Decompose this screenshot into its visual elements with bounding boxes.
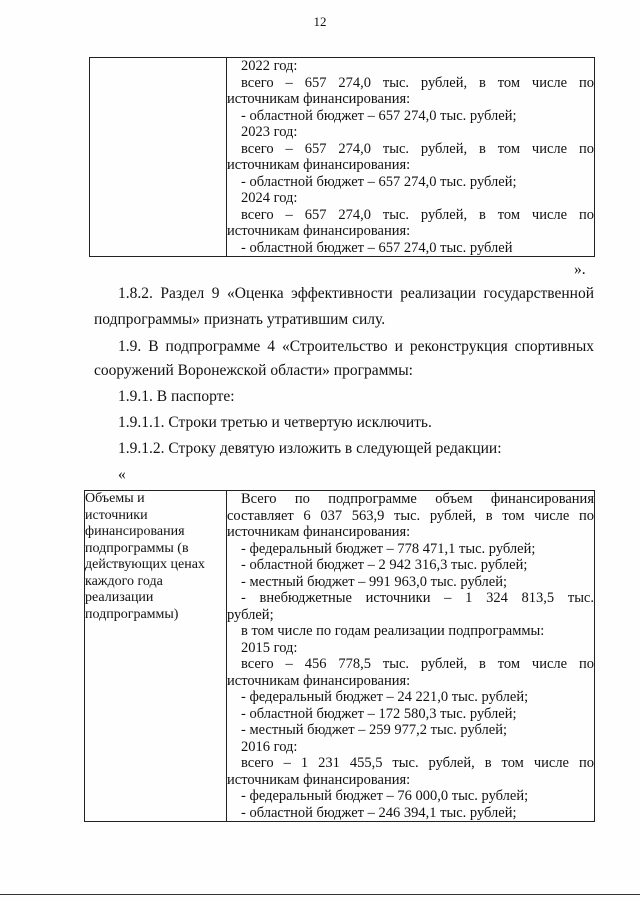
text-line: Всего по подпрограмме объем финансирования: [241, 491, 594, 507]
paragraph-1-9-1-1: 1.9.1.1. Строки третью и четвертую исключить.: [118, 414, 432, 431]
text-line: - областной бюджет – 657 274,0 тыс. рублей;: [241, 107, 517, 124]
opening-quote: «: [118, 466, 126, 483]
text-line: - федеральный бюджет – 76 000,0 тыс. рублей;: [241, 788, 529, 804]
text-line: 2023 год:: [241, 124, 298, 140]
footer-divider: [0, 894, 640, 895]
text-line: источникам финансирования:: [227, 91, 411, 107]
table-cell-financing: [227, 58, 595, 257]
text-line: подпрограммы (в: [85, 540, 189, 556]
text-line: источникам финансирования:: [227, 157, 411, 173]
text-line: рублей;: [227, 606, 274, 623]
paragraph-1-9-1-2: 1.9.1.2. Строку девятую изложить в следующей редакции:: [118, 440, 502, 457]
text-line: источникам финансирования:: [227, 223, 411, 239]
text-line: источники: [85, 507, 148, 523]
text-line: составляет 6 037 563,9 тыс. рублей, в том числе по: [227, 507, 594, 524]
paragraph-1-9-line-1: 1.9. В подпрограмме 4 «Строительство и реконструкция спортивных: [118, 338, 594, 355]
text-line: финансирования: [85, 524, 185, 539]
text-line: всего – 456 778,5 тыс. рублей, в том числе по: [241, 656, 594, 672]
text-line: каждого года: [85, 573, 163, 589]
text-line: Объемы и: [85, 491, 145, 506]
paragraph-1-8-2-line-1: 1.8.2. Раздел 9 «Оценка эффективности реализации государственной: [118, 285, 594, 302]
page-number: 12: [313, 14, 327, 29]
paragraph-1-9-line-2: сооружений Воронежской области» программы:: [94, 362, 413, 379]
text-line: - областной бюджет – 172 580,3 тыс. рублей;: [241, 705, 517, 722]
paragraph-1-9-1: 1.9.1. В паспорте:: [118, 388, 235, 405]
text-line: источникам финансирования:: [227, 524, 411, 540]
text-line: 2016 год:: [241, 738, 298, 755]
text-line: всего – 657 274,0 тыс. рублей, в том числе по: [241, 206, 594, 223]
text-line: - местный бюджет – 259 977,2 тыс. рублей;: [241, 722, 508, 738]
table-row: [85, 491, 595, 822]
text-line: - областной бюджет – 246 394,1 тыс. рублей;: [241, 804, 517, 821]
text-line: 2015 год:: [241, 639, 298, 656]
text-line: - федеральный бюджет – 24 221,0 тыс. рублей;: [241, 689, 529, 705]
text-line: 2022 год:: [241, 58, 298, 74]
table-row: [90, 58, 595, 257]
text-line: источникам финансирования:: [227, 771, 411, 788]
table-subprogram-financing: [84, 490, 595, 822]
text-line: источникам финансирования:: [227, 672, 411, 689]
text-line: всего – 1 231 455,5 тыс. рублей, в том числе по: [241, 755, 594, 771]
text-line: действующих ценах: [85, 557, 205, 572]
text-line: - областной бюджет – 657 274,0 тыс. рублей: [241, 239, 513, 256]
text-line: всего – 657 274,0 тыс. рублей, в том числе по: [241, 140, 594, 157]
table-cell-financing: [227, 491, 595, 822]
text-line: - федеральный бюджет – 778 471,1 тыс. рублей;: [241, 540, 536, 557]
table-cell-row-title: [85, 491, 227, 822]
text-line: реализации: [85, 590, 154, 605]
table-continuation: [89, 57, 595, 257]
text-line: в том числе по годам реализации подпрограммы:: [241, 623, 545, 639]
text-line: - местный бюджет – 991 963,0 тыс. рублей;: [241, 573, 508, 590]
text-line: - областной бюджет – 657 274,0 тыс. рублей;: [241, 173, 517, 190]
text-line: - областной бюджет – 2 942 316,3 тыс. рублей;: [241, 557, 528, 573]
text-line: подпрограммы): [85, 606, 179, 622]
paragraph-1-8-2-line-2: подпрограммы» признать утратившим силу.: [94, 311, 386, 328]
text-line: всего – 657 274,0 тыс. рублей, в том числе по: [241, 74, 594, 91]
closing-quote: ».: [574, 261, 586, 278]
text-line: 2024 год:: [241, 190, 298, 206]
text-line: - внебюджетные источники – 1 324 813,5 тыс.: [241, 590, 594, 606]
table-cell-empty: [90, 58, 227, 257]
